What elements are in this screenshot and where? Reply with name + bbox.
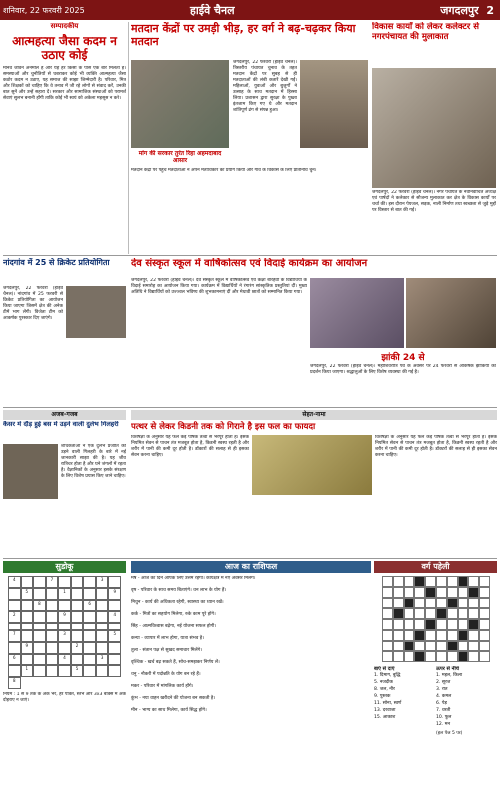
sudoku-cell bbox=[71, 654, 84, 666]
horoscope-item: तुला - संतान पक्ष से सुखद समाचार मिलेंगे। bbox=[131, 648, 202, 653]
sudoku-cell: 1 bbox=[21, 665, 34, 677]
crossword-clue: 8. जल, नीर bbox=[374, 687, 395, 692]
sudoku-cell bbox=[108, 600, 121, 612]
sudoku-cell: 1 bbox=[58, 588, 71, 600]
sudoku-cell bbox=[46, 588, 59, 600]
crossword-cell bbox=[382, 587, 393, 598]
crossword-cell bbox=[425, 651, 436, 662]
sudoku-cell bbox=[33, 611, 46, 623]
horoscope-item: वृश्चिक - खर्च बढ़ सकते हैं, सोच-समझकर निर्णय लें। bbox=[131, 660, 220, 665]
crossword-cell bbox=[479, 641, 490, 652]
crossword-cell bbox=[393, 641, 404, 652]
crossword-cell bbox=[404, 598, 415, 609]
crossword-clue: 12. मन bbox=[436, 722, 451, 727]
sudoku-cell bbox=[108, 654, 121, 666]
horoscope-item: कर्क - मित्रों का सहयोग मिलेगा, रुके काम पूरे होंगे। bbox=[131, 612, 216, 617]
crossword-clue: 11. सोना, स्वर्ण bbox=[374, 701, 402, 706]
crossword-cell bbox=[425, 641, 436, 652]
sudoku-cell bbox=[83, 665, 96, 677]
crossword-cell bbox=[393, 576, 404, 587]
sudoku-cell: 6 bbox=[8, 654, 21, 666]
crossword-cell bbox=[436, 576, 447, 587]
sudoku-cell bbox=[58, 600, 71, 612]
crossword-cell bbox=[436, 587, 447, 598]
sudoku-cell bbox=[83, 654, 96, 666]
crossword-cell bbox=[479, 630, 490, 641]
crossword-answer-note: (हल पेज 5 पर) bbox=[436, 731, 463, 736]
mid-body: जगदलपुर, 22 फरवरी (हाईवे चैनल)। देव संस्कृत स्कूल में वार्षिकोत्सव एवं कक्षा बारहवीं के विद्यार्थियों के विदाई समारोह का आयोजन किया गया। कार्यक्रम में विद्यार्थियों ने रंगारंग सांस्कृतिक प्रस्तुतियां दीं। मुख्य अतिथि ने विद्यार्थियों को उज्ज्वल भविष्य की शुभकामनाएं दीं और मेधावी छात्रों को सम्मानित किया गया। bbox=[131, 278, 307, 295]
sudoku-cell bbox=[21, 630, 34, 642]
sehat-body: विशेषज्ञों के अनुसार यह फल कई पोषक तत्वों से भरपूर होता है। इसके नियमित सेवन से पाचन तंत्र मजबूत होता है, किडनी स्वस्थ रहती है और शरीर में पानी की कमी दूर होती है। डॉक्टरों की सलाह से ही इसका सेवन करना चाहिए। bbox=[131, 435, 249, 458]
crossword-cell bbox=[479, 598, 490, 609]
sehat-headline: पत्थर से लेकर किडनी तक को गिराने है इस फल का फायदा bbox=[131, 422, 316, 432]
crossword-cell bbox=[468, 630, 479, 641]
horoscope-item: वृष - परिवार के साथ समय बिताएंगे। धन लाभ के योग हैं। bbox=[131, 588, 227, 593]
lead-caption: मांग की सरकार तुरंत रिहा अहमदाबाद आसार bbox=[138, 150, 222, 164]
sudoku-cell bbox=[8, 642, 21, 654]
crossword-cell bbox=[404, 587, 415, 598]
crossword-cell bbox=[414, 630, 425, 641]
crossword-cell bbox=[436, 598, 447, 609]
horoscope-list bbox=[131, 576, 371, 800]
sudoku-cell bbox=[96, 600, 109, 612]
crossword-cell bbox=[404, 608, 415, 619]
sudoku-cell bbox=[83, 630, 96, 642]
horoscope-item: धनु - नौकरी में पदोन्नति के योग बन रहे हैं। bbox=[131, 672, 201, 677]
crossword-clue: 15. आकाश bbox=[374, 715, 396, 720]
crossword-cell bbox=[458, 630, 469, 641]
right-body: जगदलपुर, 22 फरवरी (हाईवे चैनल)। नगर पंचायत के नवनिर्वाचित अध्यक्ष एवं पार्षदों ने कलेक्टर से सौजन्य मुलाकात कर क्षेत्र के विकास कार्यों पर चर्चा की। इस दौरान पेयजल, सड़क, नाली निर्माण तथा स्वच्छता से जुड़े मुद्दों पर विस्तार से बात की गई। bbox=[372, 190, 496, 213]
masthead bbox=[0, 0, 500, 20]
cricket-headline: नांदगांव में 25 से क्रिकेट प्रतियोगिता bbox=[3, 258, 110, 267]
sudoku-cell: 5 bbox=[21, 588, 34, 600]
sudoku-cell bbox=[33, 630, 46, 642]
horoscope-item: कुंभ - नया वाहन खरीदने की योजना बन सकती है। bbox=[131, 696, 216, 701]
crossword-cell bbox=[458, 576, 469, 587]
crossword-grid bbox=[382, 576, 490, 662]
crossword-cell bbox=[479, 608, 490, 619]
sudoku-cell bbox=[96, 623, 109, 630]
crossword-cell bbox=[468, 651, 479, 662]
sudoku-cell bbox=[33, 576, 46, 588]
sudoku-cell bbox=[46, 665, 59, 677]
crossword-cell bbox=[468, 598, 479, 609]
masthead-paper-name: हाईवे चैनल bbox=[190, 4, 235, 17]
ajab-headline: कैंसर में दौड़ हुई बस में उड़ने वाली दुर्लभ गिलहरी bbox=[3, 421, 119, 428]
editorial-title: आत्महत्या जैसा कदम न उठाए कोई bbox=[12, 34, 117, 62]
sudoku-cell bbox=[46, 630, 59, 642]
sudoku-cell: 3 bbox=[96, 654, 109, 666]
crossword-cell bbox=[447, 630, 458, 641]
crossword-cell bbox=[436, 651, 447, 662]
crossword-cell bbox=[458, 619, 469, 630]
crossword-cell bbox=[393, 608, 404, 619]
crossword-cell bbox=[393, 598, 404, 609]
crossword-cell bbox=[447, 641, 458, 652]
crossword-clue: 10. फूल bbox=[436, 715, 452, 720]
crossword-clue: 5. नजदीक bbox=[374, 680, 393, 685]
mid-photo bbox=[310, 278, 404, 348]
sudoku-cell bbox=[71, 600, 84, 612]
crossword-title: वर्ग पहेली bbox=[374, 561, 497, 573]
sudoku-cell bbox=[83, 576, 96, 588]
jhanki-headline: झांकी 24 से bbox=[381, 353, 425, 362]
sudoku-cell bbox=[83, 611, 96, 623]
sudoku-cell bbox=[108, 576, 121, 588]
horoscope-item: मिथुन - कार्य की अधिकता रहेगी, स्वास्थ्य का ध्यान रखें। bbox=[131, 600, 224, 605]
sudoku-cell bbox=[83, 623, 96, 630]
sudoku-cell bbox=[71, 611, 84, 623]
crossword-cell bbox=[404, 651, 415, 662]
crossword-clue: 9. पुस्तक bbox=[374, 694, 391, 699]
sudoku-cell: 9 bbox=[21, 642, 34, 654]
sudoku-rules: नियम : 1 से 9 तक के अंक भरें, हर पंक्ति, स्तंभ और 3x3 बॉक्स में अंक दोहराए न जाएं। bbox=[3, 692, 126, 703]
jhanki-body: जगदलपुर, 22 फरवरी (हाईवे चैनल)। महाशिवरात्रि पर्व के अवसर पर 24 फरवरी से आकर्षक झांकियों का प्रदर्शन किया जाएगा। श्रद्धालुओं के लिए विशेष व्यवस्था की गई है। bbox=[310, 364, 496, 375]
sudoku-cell bbox=[58, 623, 71, 630]
crossword-cell bbox=[436, 641, 447, 652]
sudoku-cell bbox=[71, 588, 84, 600]
crossword-cell bbox=[404, 630, 415, 641]
crossword-cell bbox=[393, 651, 404, 662]
mid-headline: देव संस्कृत स्कूल में वार्षिकोत्सव एवं विदाई कार्यक्रम का आयोजन bbox=[131, 258, 368, 269]
crossword-down: ऊपर से नीचे 1. महल, किला 2. सूरज 3. रात 4. कमल 6. पेड़ 7. धरती 10. फूल 12. मन (हल पेज 5 पर) bbox=[436, 666, 497, 800]
crossword-cell bbox=[425, 587, 436, 598]
crossword-cell bbox=[382, 651, 393, 662]
sudoku-cell: 4 bbox=[108, 611, 121, 623]
sudoku-cell bbox=[96, 630, 109, 642]
sudoku-cell: 2 bbox=[8, 611, 21, 623]
crossword-cell bbox=[447, 576, 458, 587]
sudoku-cell bbox=[71, 623, 84, 630]
column-divider bbox=[128, 22, 129, 254]
crossword-clue: 7. धरती bbox=[436, 708, 451, 713]
sudoku-cell: 5 bbox=[108, 630, 121, 642]
crossword-cell bbox=[479, 619, 490, 630]
sudoku-cell bbox=[21, 576, 34, 588]
divider bbox=[3, 407, 497, 408]
crossword-cell bbox=[468, 576, 479, 587]
sudoku-cell bbox=[96, 588, 109, 600]
crossword-cell bbox=[468, 587, 479, 598]
sudoku-cell bbox=[108, 623, 121, 630]
crossword-cell bbox=[382, 619, 393, 630]
sudoku-cell: 7 bbox=[8, 630, 21, 642]
crossword-cell bbox=[414, 608, 425, 619]
editorial-body: मानव जीवन अनमोल है और यह हर किसी के पास एक बार मिलता है। समस्याओं और चुनौतियों से घबराकर कोई भी व्यक्ति आत्महत्या जैसा कठोर कदम न उठाए, यह समाज की साझा जिम्मेदारी है। परिवार, मित्र और शिक्षकों को चाहिए कि वे तनाव में जी रहे लोगों से संवाद करें, उनकी बात सुनें और उन्हें सहारा दें। सरकार और सामाजिक संस्थाओं को परामर्श सेवाएं सुलभ बनानी होंगी ताकि कोई भी स्वयं को अकेला महसूस न करे। bbox=[3, 66, 126, 101]
crossword-cell bbox=[458, 651, 469, 662]
sudoku-cell bbox=[33, 654, 46, 666]
crossword-clue: 2. सूरज bbox=[436, 680, 451, 685]
sudoku-cell bbox=[21, 600, 34, 612]
crossword-cell bbox=[393, 619, 404, 630]
crossword-clue: 1. दिमाग, बुद्धि bbox=[374, 673, 401, 678]
sudoku-cell bbox=[46, 600, 59, 612]
sudoku-cell bbox=[33, 588, 46, 600]
horoscope-item: कन्या - व्यापार में लाभ होगा, यात्रा संभव है। bbox=[131, 636, 204, 641]
sudoku-cell bbox=[96, 665, 109, 677]
sehat-photo bbox=[252, 435, 372, 495]
ajab-section-label: अजब-गजब bbox=[3, 410, 126, 420]
sudoku-cell bbox=[33, 623, 46, 630]
sudoku-cell bbox=[33, 665, 46, 677]
right-photo bbox=[372, 68, 496, 188]
lead-body-continued: मतदान केंद्रों पर पहुंचे मतदाताओं ने अपने मताधिकार का प्रयोग किया और गांव के विकास के लिए प्रतिनिधि चुने। bbox=[131, 168, 317, 173]
crossword-cell bbox=[414, 576, 425, 587]
sudoku-cell bbox=[71, 576, 84, 588]
sudoku-cell bbox=[71, 630, 84, 642]
crossword-cell bbox=[479, 587, 490, 598]
sudoku-cell bbox=[21, 654, 34, 666]
lead-headline: मतदान केंद्रों पर उमड़ी भीड़, हर वर्ग ने बढ़-चढ़कर किया मतदान bbox=[131, 22, 356, 48]
sudoku-cell: 4 bbox=[8, 576, 21, 588]
mid-photo-2 bbox=[406, 278, 496, 348]
sudoku-cell bbox=[96, 611, 109, 623]
sudoku-cell: 3 bbox=[96, 576, 109, 588]
sudoku-cell: 3 bbox=[58, 630, 71, 642]
sudoku-cell bbox=[46, 611, 59, 623]
crossword-cell bbox=[382, 641, 393, 652]
sudoku-cell bbox=[58, 665, 71, 677]
sudoku-grid bbox=[8, 576, 121, 689]
crossword-cell bbox=[414, 587, 425, 598]
ajab-photo bbox=[3, 444, 58, 499]
sudoku-cell bbox=[8, 588, 21, 600]
sudoku-cell: 6 bbox=[83, 600, 96, 612]
crossword-cell bbox=[436, 608, 447, 619]
sudoku-cell bbox=[46, 642, 59, 654]
crossword-cell bbox=[436, 619, 447, 630]
divider bbox=[3, 255, 497, 256]
ajab-body: शोधकर्ताओं ने एक दुर्लभ प्रजाति की उड़ने वाली गिलहरी के बारे में नई जानकारी साझा की है। यह जीव रात्रिचर होता है और घने जंगलों में रहता है। वैज्ञानिकों के अनुसार इसके संरक्षण के लिए विशेष प्रयास किए जाने चाहिए। bbox=[61, 444, 126, 479]
lead-photo-2 bbox=[300, 60, 368, 148]
sudoku-cell bbox=[96, 642, 109, 654]
crossword-cell bbox=[458, 587, 469, 598]
sudoku-cell bbox=[83, 642, 96, 654]
horoscope-item: मेष - आज का दिन आपके लिए उत्तम रहेगा। कार्यक्षेत्र में नए अवसर मिलेंगे। bbox=[131, 576, 256, 581]
sudoku-cell: 4 bbox=[58, 654, 71, 666]
sudoku-cell bbox=[8, 665, 21, 677]
crossword-cell bbox=[425, 598, 436, 609]
sudoku-cell: 5 bbox=[71, 665, 84, 677]
crossword-cell bbox=[393, 630, 404, 641]
lead-body: जगदलपुर, 22 फरवरी (हाईवे चैनल)। त्रिस्तरीय पंचायत चुनाव के तहत मतदान केंद्रों पर सुबह से ही मतदाताओं की लंबी कतारें देखी गईं। महिलाओं, युवाओं और बुजुर्गों ने उत्साह के साथ मतदान में हिस्सा लिया। प्रशासन द्वारा सुरक्षा के पुख्ता इंतजाम किए गए थे और मतदान शांतिपूर्ण ढंग से संपन्न हुआ। bbox=[233, 60, 297, 113]
crossword-cell bbox=[468, 608, 479, 619]
sudoku-cell: 8 bbox=[8, 677, 21, 689]
editorial-section-label: सम्पादकीय bbox=[50, 22, 79, 30]
horoscope-item: सिंह - आत्मविश्वास बढ़ेगा, नई योजना सफल होगी। bbox=[131, 624, 217, 629]
sudoku-cell bbox=[33, 642, 46, 654]
crossword-cell bbox=[414, 598, 425, 609]
sudoku-cell bbox=[108, 642, 121, 654]
crossword-cell bbox=[447, 651, 458, 662]
masthead-city-page: जगदलपुर 2 bbox=[440, 4, 494, 17]
sehat-section-label: सेहत-नामा bbox=[131, 410, 497, 420]
cricket-photo bbox=[66, 286, 126, 338]
crossword-cell bbox=[382, 598, 393, 609]
sudoku-cell bbox=[46, 654, 59, 666]
sehat-body-right: विशेषज्ञों के अनुसार यह फल कई पोषक तत्वों से भरपूर होता है। इसके नियमित सेवन से पाचन तंत्र मजबूत होता है, किडनी स्वस्थ रहती है और शरीर में पानी की कमी दूर होती है। डॉक्टरों की सलाह से ही इसका सेवन करना चाहिए। bbox=[375, 435, 497, 458]
sudoku-cell bbox=[8, 600, 21, 612]
crossword-cell bbox=[425, 630, 436, 641]
crossword-cell bbox=[479, 651, 490, 662]
sudoku-cell bbox=[8, 623, 21, 630]
crossword-cell bbox=[479, 576, 490, 587]
crossword-cell bbox=[425, 619, 436, 630]
sudoku-cell: 9 bbox=[108, 588, 121, 600]
sudoku-cell: 9 bbox=[58, 611, 71, 623]
crossword-cell bbox=[382, 630, 393, 641]
crossword-cell bbox=[414, 619, 425, 630]
sudoku-cell bbox=[83, 588, 96, 600]
crossword-cell bbox=[458, 641, 469, 652]
lead-photo bbox=[131, 60, 229, 148]
sudoku-cell: 7 bbox=[46, 576, 59, 588]
crossword-clue: 4. कमल bbox=[436, 694, 452, 699]
crossword-clue: 6. पेड़ bbox=[436, 701, 447, 706]
crossword-cell bbox=[382, 576, 393, 587]
crossword-cell bbox=[404, 641, 415, 652]
crossword-cell bbox=[382, 608, 393, 619]
horoscope-item: मीन - भाग्य का साथ मिलेगा, कार्य सिद्ध होंगे। bbox=[131, 708, 207, 713]
sudoku-title: सुडोकू bbox=[3, 561, 126, 573]
crossword-cell bbox=[458, 608, 469, 619]
sudoku-cell bbox=[108, 665, 121, 677]
crossword-cell bbox=[425, 608, 436, 619]
masthead-date: शनिवार, 22 फरवरी 2025 bbox=[3, 6, 85, 15]
sudoku-cell bbox=[46, 623, 59, 630]
crossword-clue: 1. महल, किला bbox=[436, 673, 463, 678]
crossword-cell bbox=[404, 619, 415, 630]
sudoku-cell bbox=[21, 611, 34, 623]
crossword-across: बाएं से दाएं 1. दिमाग, बुद्धि 5. नजदीक 8. जल, नीर 9. पुस्तक 11. सोना, स्वर्ण 13. दरवाजा 15. आकाश bbox=[374, 666, 434, 800]
crossword-cell bbox=[468, 619, 479, 630]
right-headline: विकास कार्यों को लेकर कलेक्टर से नगरपंचायत की मुलाकात bbox=[372, 22, 479, 42]
crossword-clue: 3. रात bbox=[436, 687, 448, 692]
sudoku-cell: 8 bbox=[33, 600, 46, 612]
crossword-cell bbox=[414, 641, 425, 652]
sudoku-cell bbox=[58, 642, 71, 654]
crossword-cell bbox=[436, 630, 447, 641]
crossword-cell bbox=[447, 608, 458, 619]
divider bbox=[3, 558, 497, 559]
crossword-cell bbox=[458, 598, 469, 609]
sudoku-cell bbox=[21, 623, 34, 630]
crossword-cell bbox=[447, 598, 458, 609]
crossword-cell bbox=[393, 587, 404, 598]
horoscope-title: आज का राशिफल bbox=[131, 561, 371, 573]
crossword-cell bbox=[468, 641, 479, 652]
crossword-cell bbox=[447, 619, 458, 630]
crossword-cell bbox=[414, 651, 425, 662]
horoscope-item: मकर - परिवार में मांगलिक कार्य होंगे। bbox=[131, 684, 194, 689]
crossword-cell bbox=[425, 576, 436, 587]
crossword-cell bbox=[404, 576, 415, 587]
cricket-body: जगदलपुर, 22 फरवरी (हाईवे चैनल)। नांदगांव में 25 फरवरी से क्रिकेट प्रतियोगिता का आयोजन किया जाएगा जिसमें क्षेत्र की अनेक टीमें भाग लेंगी। विजेता टीम को आकर्षक पुरस्कार दिए जाएंगे। bbox=[3, 286, 63, 321]
sudoku-cell bbox=[58, 576, 71, 588]
sudoku-cell: 2 bbox=[71, 642, 84, 654]
crossword-cell bbox=[447, 587, 458, 598]
crossword-clue: 13. दरवाजा bbox=[374, 708, 396, 713]
